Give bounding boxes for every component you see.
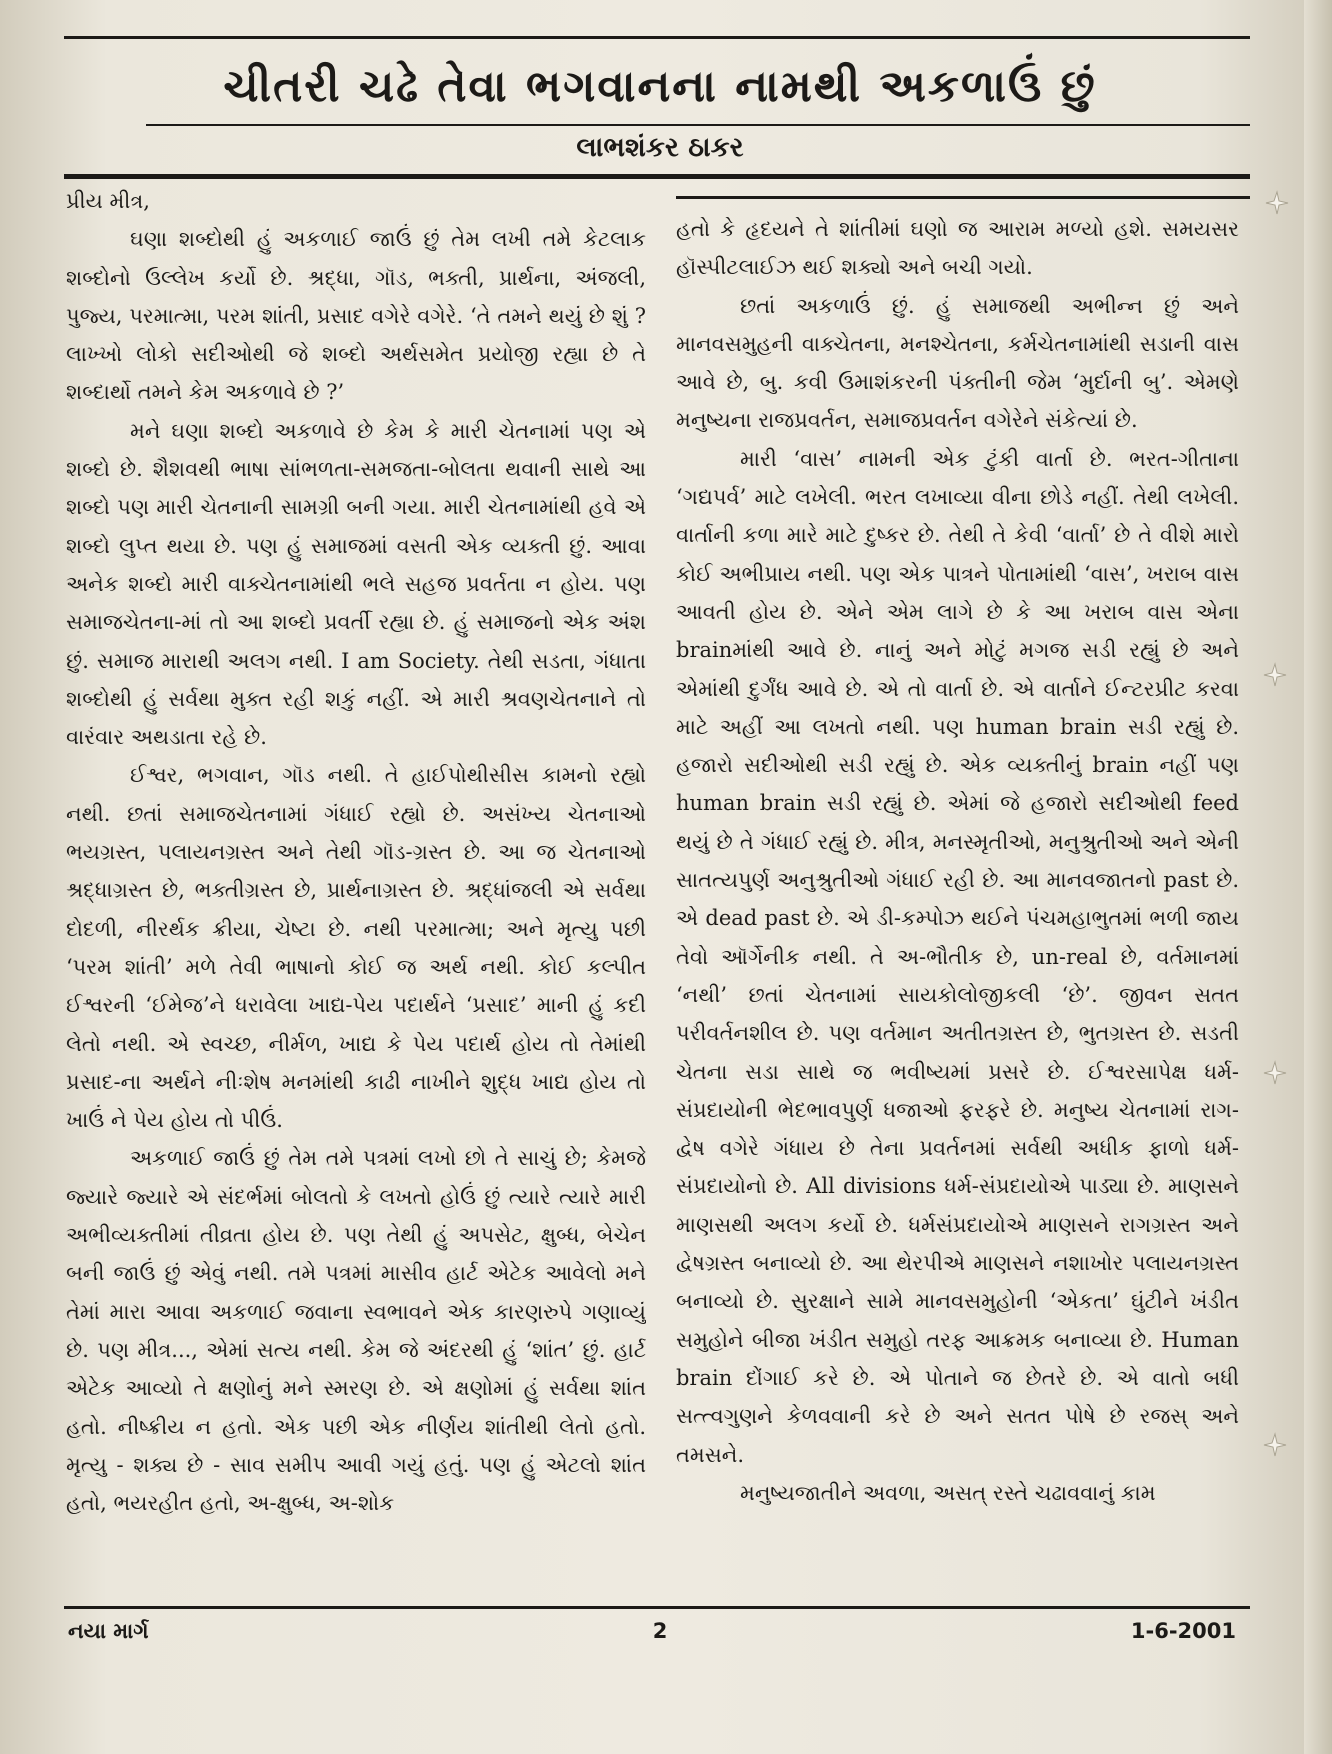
paper-tear-mark: [1262, 1060, 1288, 1086]
paper-tear-mark: [1262, 1432, 1288, 1458]
paragraph: પ્રીય મીત્ર,: [66, 189, 150, 213]
paragraph: મનુષ્યજાતીને અવળા, અસત્ રસ્તે ચઢાવવાનું કામ: [740, 1480, 1156, 1505]
paragraph: ઘણા શબ્દોથી હું અકળાઈ જાઉં છું તેમ લખી તમે કેટલાક શબ્દોનો ઉલ્લેખ કર્યો છે. શ્રદ્ધા, ગૉડ, ભક્તી, પ્રાર્થના, અંજલી, પુજ્ય, પરમાત્મા, પરમ શાંતી, પ્રસાદ વગેરે વગેરે. ‘તે તમને થયું છે શું ? લાખ્ખો લોકો સદીઓથી જે શબ્દો અર્થસમેત પ્રયોજી રહ્યા છે તે શબ્દાર્થો તમને કેમ અકળાવે છે ?’: [66, 227, 646, 405]
left-column: [66, 182, 646, 1632]
paragraph: છતાં અકળાઉં છું. હું સમાજથી અભીન્ન છું અને માનવસમુહની વાક્ચેતના, મનશ્ચેતના, કર્મચેતનામાંથી સડાની વાસ આવે છે, બુ. કવી ઉમાશંકરની પંક્તીની જેમ ‘મુર્દાની બુ’. એમણે મનુષ્યના રાજપ્રવર્તન, સમાજપ્રવર્તન વગેરેને સંકેત્યાં છે.: [676, 293, 1239, 433]
right-column: [676, 210, 1239, 1660]
publication-name: નયા માર્ગ: [68, 1619, 149, 1643]
footer-rule: [64, 1606, 1250, 1609]
paragraph: હતો કે હૃદયને તે શાંતીમાં ઘણો જ આરામ મળ્યો હશે. સમયસર હૉસ્પીટલાઈઝ થઈ શક્યો અને બચી ગયો.: [676, 217, 1239, 280]
paragraph: ઈશ્વર, ભગવાન, ગૉડ નથી. તે હાઈપોથીસીસ કામનો રહ્યો નથી. છતાં સમાજચેતનામાં ગંધાઈ રહ્યો છે. અસંખ્ય ચેતનાઓ ભયગ્રસ્ત, પલાયનગ્રસ્ત અને તેથી ગૉડ-ગ્રસ્ત છે. આ જ ચેતનાઓ શ્રદ્ધાગ્રસ્ત છે, ભક્તીગ્રસ્ત છે, પ્રાર્થનાગ્રસ્ત છે. શ્રદ્ધાંજલી એ સર્વથા દોદળી, નીરર્થક ક્રીયા, ચેષ્ટા છે. નથી પરમાત્મા; અને મૃત્યુ પછી ‘પરમ શાંતી’ મળે તેવી ભાષાનો કોઈ જ અર્થ નથી. કોઈ કલ્પીત ઈશ્વરની ‘ઈમેજ’ને ધરાવેલા ખાદ્ય-પેય પદાર્થને ‘પ્રસાદ’ માની હું કદી લેતો નથી. એ સ્વચ્છ, નીર્મળ, ખાદ્ય કે પેય પદાર્થ હોય તો તેમાંથી પ્રસાદ-ના અર્થને નીઃશેષ મનમાંથી કાઢી નાખીને શુદ્ધ ખાદ્ય હોય તો ખાઉં ને પેય હોય તો પીઉં.: [66, 763, 646, 1133]
article-title: ચીતરી ચઢે તેવા ભગવાનના નામથી અકળાઉં છું: [223, 61, 1097, 112]
paragraph: મને ઘણા શબ્દો અકળાવે છે કેમ કે મારી ચેતનામાં પણ એ શબ્દો છે. શૈશવથી ભાષા સાંભળતા-સમજતા-બોલતા થવાની સાથે આ શબ્દો પણ મારી ચેતનાની સામગ્રી બની ગયા. મારી ચેતનામાંથી હવે એ શબ્દો લુપ્ત થયા છે. પણ હું સમાજમાં વસતી એક વ્યક્તી છું. આવા અનેક શબ્દો મારી વાક્ચેતનામાંથી ભલે સહજ પ્રવર્તતા ન હોય. પણ સમાજચેતના-માં તો આ શબ્દો પ્રવર્તી રહ્યા છે. હું સમાજનો એક અંશ છું. સમાજ મારાથી અલગ નથી. I am Society. તેથી સડતા, ગંધાતા શબ્દોથી હું સર્વથા મુક્ત રહી શકું નહીં. એ મારી શ્રવણચેતનાને તો વારંવાર અથડાતા રહે છે.: [66, 418, 646, 750]
page-edge-shadow: [1304, 0, 1332, 1754]
top-rule: [64, 36, 1250, 39]
article-author: લાભશંકર ઠાકર: [576, 132, 744, 163]
header-bottom-rule-thick: [64, 174, 1250, 179]
paragraph: મારી ‘વાસ’ નામની એક ટુંકી વાર્તા છે. ભરત-ગીતાના ‘ગદ્યપર્વ’ માટે લખેલી. ભરત લખાવ્યા વીના છોડે નહીં. તેથી લખેલી. વાર્તાની કળા મારે માટે દુષ્કર છે. તેથી તે કેવી ‘વાર્તા’ છે તે વીશે મારો કોઈ અભીપ્રાય નથી. પણ એક પાત્રને પોતામાંથી ‘વાસ’, ખરાબ વાસ આવતી હોય છે. એને એમ લાગે છે કે આ ખરાબ વાસ એના brainમાંથી આવે છે. નાનું અને મોટું મગજ સડી રહ્યું છે અને એમાંથી દુર્ગંધ આવે છે. એ તો વાર્તા છે. એ વાર્તાને ઈન્ટરપ્રીટ કરવા માટે અહીં આ લખતો નથી. પણ human brain સડી રહ્યું છે. હજારો સદીઓથી સડી રહ્યું છે. એક વ્યક્તીનું brain નહીં પણ human brain સડી રહ્યું છે. એમાં જે હજારો સદીઓથી feed થયું છે તે ગંધાઈ રહ્યું છે. મીત્ર, મનસ્મૃતીઓ, મનુશ્રુતીઓ અને એની સાતત્યપુર્ણ અનુશ્રુતીઓ ગંધાઈ રહી છે. આ માનવજાતનો past છે. એ dead past છે. એ ડી-કમ્પોઝ થઈને પંચમહાભુતમાં ભળી જાય તેવો ઑર્ગેનીક નથી. તે અ-ભૌતીક છે, un-real છે, વર્તમાનમાં ‘નથી’ છતાં ચેતનામાં સાયકોલોજીકલી ‘છે’. જીવન સતત પરીવર્તનશીલ છે. પણ વર્તમાન અતીતગ્રસ્ત છે, ભુતગ્રસ્ત છે. સડતી ચેતના સડા સાથે જ ભવીષ્યમાં પ્રસરે છે. ઈશ્વરસાપેક્ષ ધર્મ-સંપ્રદાયોની ભેદભાવપુર્ણ ધજાઓ ફરફરે છે. મનુષ્ય ચેતનામાં રાગ-દ્વેષ વગેરે ગંધાય છે તેના પ્રવર્તનમાં સર્વથી અધીક ફાળો ધર્મ-સંપ્રદાયોનો છે. All divisions ધર્મ-સંપ્રદાયોએ પાડ્યા છે. માણસને માણસથી અલગ કર્યો છે. ધર્મસંપ્રદાયોએ માણસને રાગગ્રસ્ત અને દ્વેષગ્રસ્ત બનાવ્યો છે. આ થેરપીએ માણસને નશાખોર પલાયનગ્રસ્ત બનાવ્યો છે. સુરક્ષાને સામે માનવસમુહોની ‘એકતા’ ઘુંટીને ખંડીત સમુહોને બીજા ખંડીત સમુહો તરફ આક્રમક બનાવ્યા છે. Human brain દોંગાઈ કરે છે. એ પોતાને જ છેતરે છે. એ વાતો બધી સત્ત્વગુણને કેળવવાની કરે છે અને સતત પોષે છે રજસ્ અને તમસને.: [676, 446, 1239, 1467]
paragraph: અકળાઈ જાઉં છું તેમ તમે પત્રમાં લખો છો તે સાચું છે; કેમજે જ્યારે જ્યારે એ સંદર્ભમાં બોલતો કે લખતો હોઉં છું ત્યારે ત્યારે મારી અભીવ્યક્તીમાં તીવ્રતા હોય છે. પણ તેથી હું અપસેટ, ક્ષુબ્ધ, બેચેન બની જાઉં છું એવું નથી. તમે પત્રમાં માસીવ હાર્ટ એટેક આવેલો મને તેમાં મારા આવા અકળાઈ જવાના સ્વભાવને એક કારણરુપે ગણાવ્યું છે. પણ મીત્ર..., એમાં સત્ય નથી. કેમ જે અંદરથી હું ‘શાંત’ છું. હાર્ટ એટેક આવ્યો તે ક્ષણોનું મને સ્મરણ છે. એ ક્ષણોમાં હું સર્વથા શાંત હતો. નીષ્ક્રીય ન હતો. એક પછી એક નીર્ણય શાંતીથી લેતો હતો. મૃત્યુ - શક્ય છે - સાવ સમીપ આવી ગયું હતું. પણ હું એટલો શાંત હતો, ભયરહીત હતો, અ-ક્ષુબ્ધ, અ-શોક: [66, 1146, 646, 1516]
page-number: 2: [652, 1619, 668, 1643]
paper-tear-mark: [1264, 190, 1290, 216]
paper-tear-mark: [1262, 662, 1288, 688]
header-bottom-rule-thin: [676, 196, 1250, 199]
issue-date: 1-6-2001: [1130, 1619, 1236, 1643]
